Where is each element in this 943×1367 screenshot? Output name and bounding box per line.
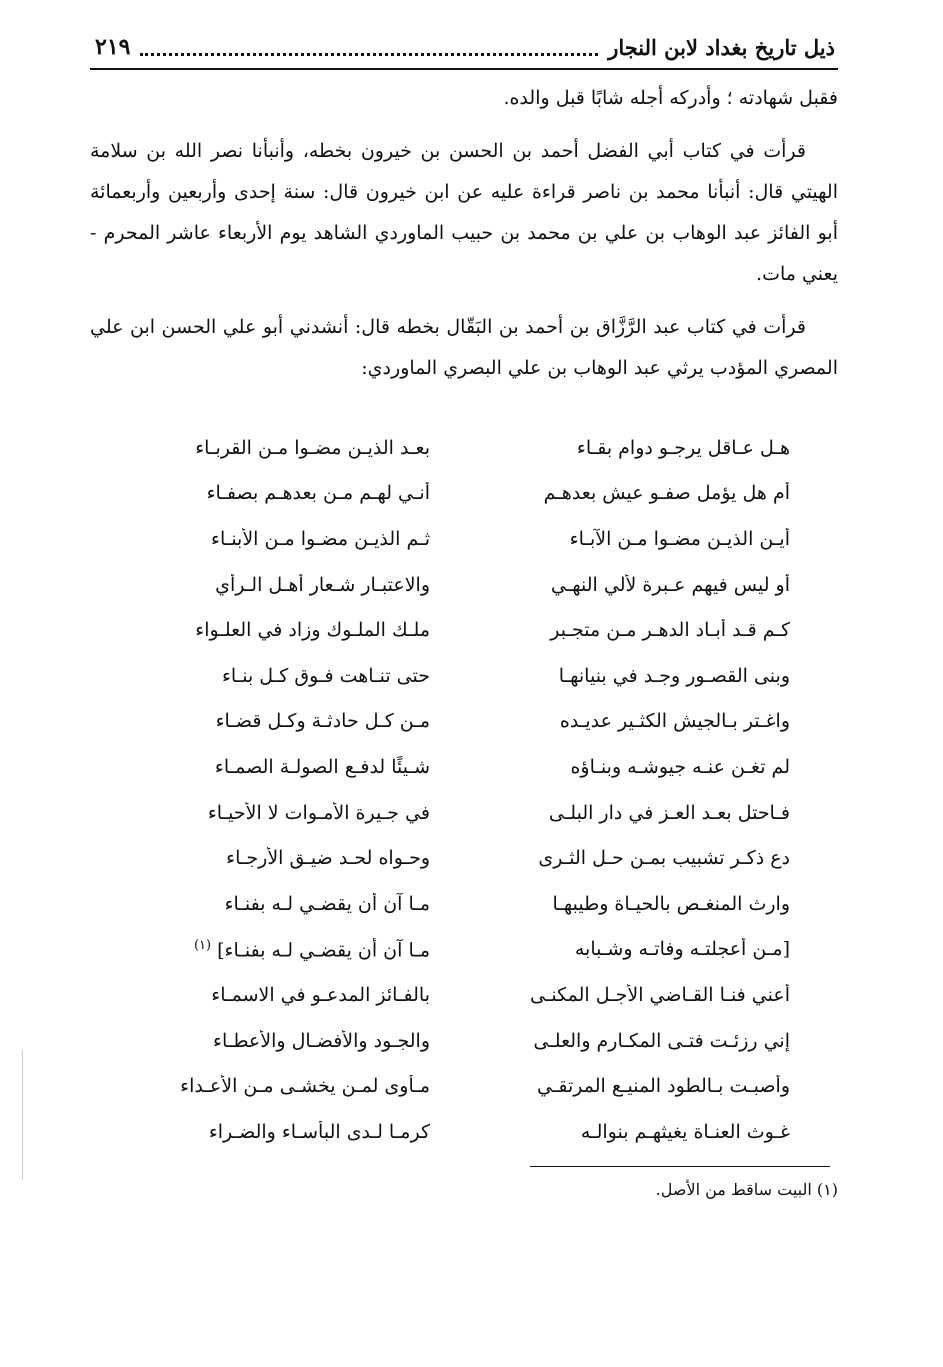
verse-second-hemistich: مـأوى لمـن يخشـى مـن الأعـداء (180, 1075, 430, 1098)
verse (130, 744, 790, 790)
verse (130, 1018, 790, 1064)
paragraph-2: قرأت في كتاب أبي الفضل أحمد بن الحسن بن خيرون بخطه، وأنبأنا نصر الله بن سلامة الهيتي قال: أنبأنا محمد بن ناصر قراءة عليه عن ابن خيرون قال: سنة إحدى وأربعين وأربعمائة أبو الفائز عبد الوهاب بن علي بن محمد بن حبيب الماوردي الشاهد يوم الأربعاء عاشر المحرم - يعني مات. (90, 140, 838, 285)
dot-leaders (140, 39, 598, 56)
paragraph-1: فقبل شهادته ؛ وأدركه أجله شابًا قبل والده. (503, 87, 838, 109)
footnote: (١) البيت ساقط من الأصل. (655, 1180, 838, 1199)
verse-first-hemistich: أعني فنـا القـاضي الأجـل المكنـى (529, 983, 790, 1006)
verse-first-hemistich: وأصبـت بـالطود المنيـع المرتقـي (537, 1075, 790, 1098)
verse-second-hemistich: ثـم الذيـن مضـوا مـن الأبنـاء (211, 527, 430, 550)
verse-second-hemistich: في جـيرة الأمـوات لا الأحيـاء (207, 801, 430, 824)
verse-first-hemistich: أم هل يؤمل صفـو عيش بعدهـم (543, 482, 790, 505)
verse (130, 835, 790, 881)
running-head (95, 30, 835, 64)
paragraph-3: قرأت في كتاب عبد الرَّزَّاق بن أحمد بن البَقّال بخطه قال: أنشدني أبو علي الحسن ابن علي المصري المؤدب يرثي عبد الوهاب بن علي البصري الماوردي: (90, 316, 838, 379)
verse-first-hemistich: فـاحتل بعـد العـز في دار البلـى (548, 801, 790, 824)
running-title: ذيل تاريخ بغداد لابن النجار (608, 34, 835, 60)
hemistich-text: مـا آن أن يقضـي لـه بفنـاء] (217, 938, 430, 961)
verse (130, 516, 790, 562)
verse-second-hemistich: أنـي لهـم مـن بعدهـم بصفـاء (206, 482, 430, 505)
verse (130, 653, 790, 699)
verse-second-hemistich: مـا آن أن يقضـي لـه بفنـاء (224, 892, 430, 915)
scan-margin-mark (22, 1050, 23, 1180)
verse (130, 927, 790, 973)
verse-second-hemistich: بالفـائز المدعـو في الاسمـاء (211, 983, 430, 1006)
verse (130, 425, 790, 471)
verse-first-hemistich: لم تغـن عنـه جيوشـه وبنـاؤه (570, 755, 790, 778)
verse-second-hemistich: شـيئًا لدفـع الصولـة الصمـاء (214, 755, 430, 778)
verse (130, 1063, 790, 1109)
verse-second-hemistich: كرمـا لـدى البأسـاء والضـراء (208, 1120, 430, 1143)
header-rule (90, 68, 838, 70)
verse-first-hemistich: أو ليس فيهم عـبرة لألي النهـي (550, 573, 790, 596)
body-text (90, 78, 838, 401)
verse (130, 790, 790, 836)
verse-second-hemistich: والاعتبـار شـعار أهـل الـرأي (215, 573, 430, 596)
verse (130, 1109, 790, 1155)
verse-second-hemistich: بعـد الذيـن مضـوا مـن القربـاء (195, 436, 430, 459)
verse-first-hemistich: هـل عـاقل يرجـو دوام بقـاء (576, 436, 790, 459)
verse-first-hemistich: إني رزئـت فتـى المكـارم والعلـى (533, 1029, 790, 1052)
verse (130, 471, 790, 517)
verse-second-hemistich-with-footnote (130, 938, 430, 961)
verse-second-hemistich: حتى تنـاهت فـوق كـل بنـاء (221, 664, 430, 687)
verse (130, 972, 790, 1018)
verse-first-hemistich: دع ذكـر تشبيب بمـن حـل الثـرى (538, 847, 790, 870)
footnote-reference[interactable]: (١) (193, 937, 212, 953)
verse-first-hemistich: وبنى القصـور وجـد في بنيانهـا (558, 664, 790, 687)
verse-first-hemistich: كـم قـد أبـاد الدهـر مـن متجـبر (550, 619, 790, 642)
verse-second-hemistich: ملـك الملـوك وزاد في العلـواء (195, 619, 430, 642)
verse (130, 562, 790, 608)
verse-second-hemistich: وحـواه لحـد ضيـق الأرجـاء (226, 847, 430, 870)
verse-second-hemistich: والجـود والأفضـال والأعطـاء (213, 1029, 430, 1052)
verse-first-hemistich: [مـن أعجلتـه وفاتـه وشـبابه (574, 938, 790, 961)
verse-first-hemistich: وارث المنغـص بالحيـاة وطيبهـا (552, 892, 790, 915)
verse-first-hemistich: غـوث العنـاة يغيثهـم بنوالـه (580, 1120, 790, 1143)
verse (130, 607, 790, 653)
verse-first-hemistich: أيـن الذيـن مضـوا مـن الآبـاء (569, 527, 790, 550)
verse (130, 881, 790, 927)
verse-first-hemistich: واغـتر بـالجيش الكثـير عديـده (559, 710, 790, 733)
poem (130, 425, 790, 1155)
page-number: ٢١٩ (95, 34, 131, 60)
verse (130, 699, 790, 745)
footnote-rule (530, 1166, 830, 1167)
verse-second-hemistich: مـن كـل حادثـة وكـل قضـاء (215, 710, 430, 733)
